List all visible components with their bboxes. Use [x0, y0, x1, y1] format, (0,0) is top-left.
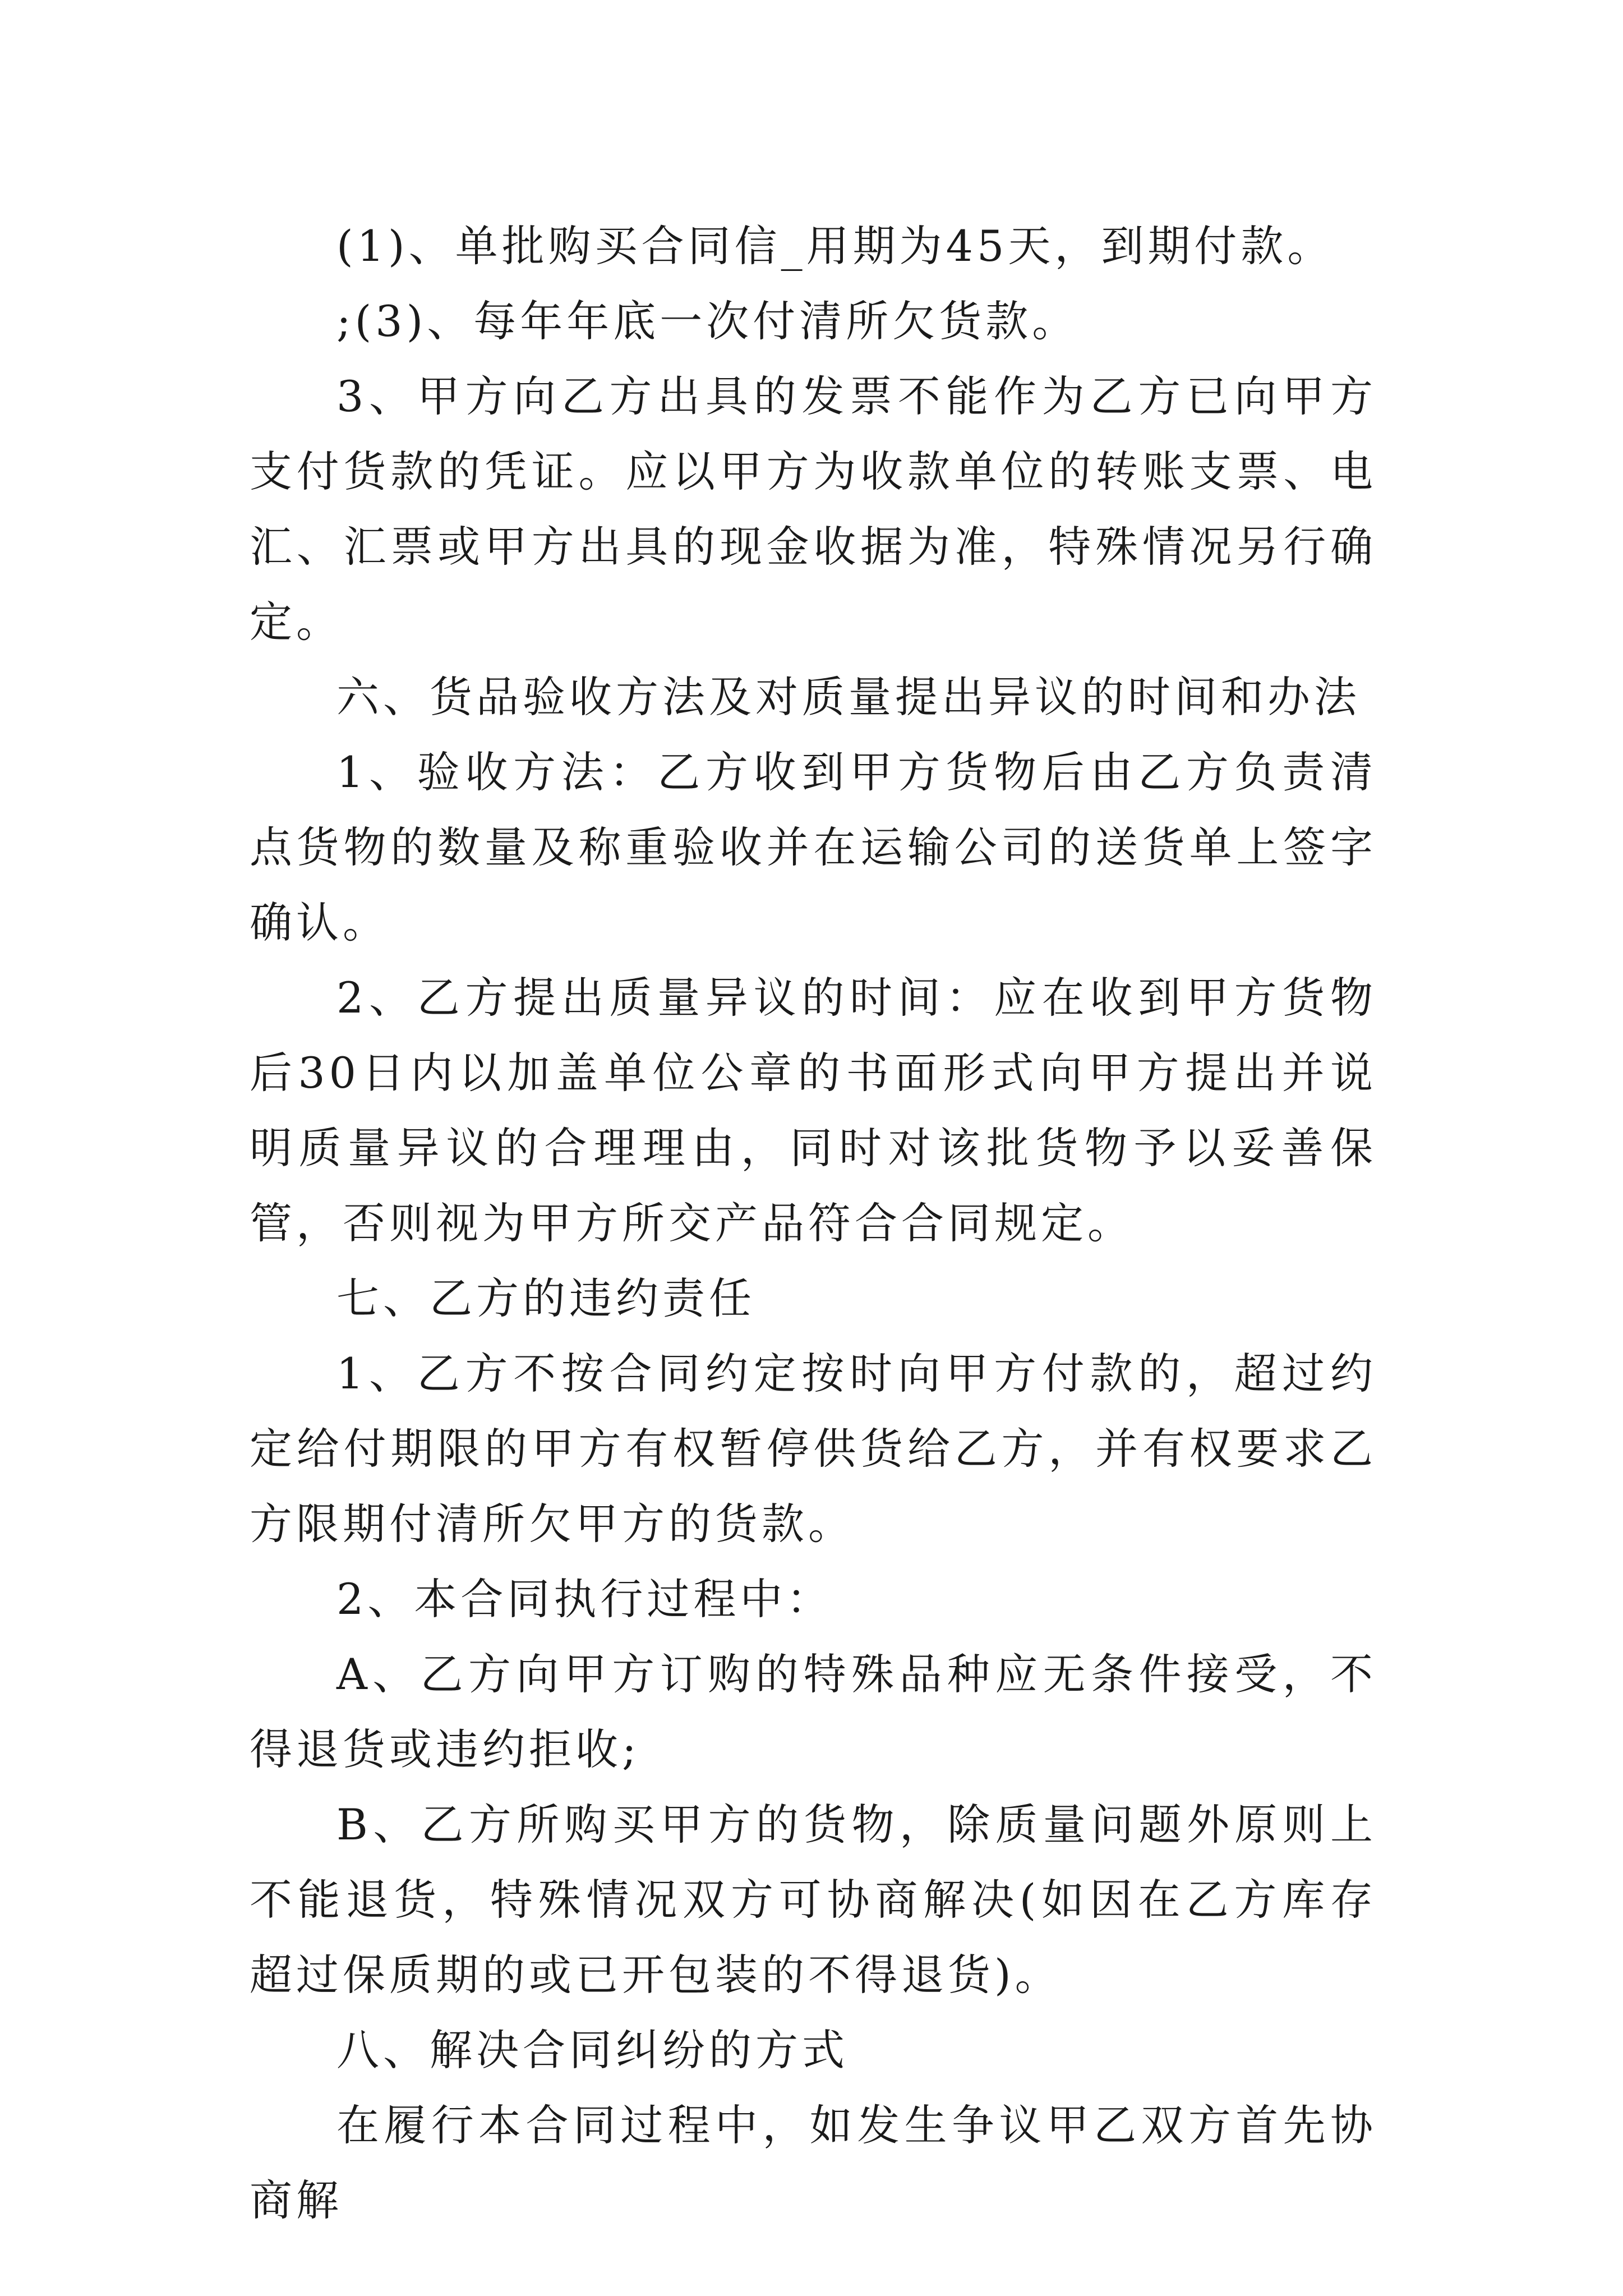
document-body	[250, 209, 1377, 2238]
paragraph-execution-process: 2、本合同执行过程中：	[336, 1574, 833, 1624]
paragraph-quality-objection: 2、乙方提出质量异议的时间：应在收到甲方货物后30日内以加盖单位公章的书面形式向甲方提出并说明质量异议的合理理由，同时对该批货物予以妥善保管，否则视为甲方所交产品符合合同规定。	[250, 973, 1377, 1248]
section-heading-liability: 七、乙方的违约责任	[336, 1273, 755, 1323]
paragraph-inspection-method: 1、验收方法：乙方收到甲方货物后由乙方负责清点货物的数量及称重验收并在运输公司的送货单上签字确认。	[250, 747, 1377, 947]
section-heading-inspection: 六、货品验收方法及对质量提出异议的时间和办法	[336, 672, 1361, 722]
paragraph-invoice-clause: 3、甲方向乙方出具的发票不能作为乙方已向甲方支付货款的凭证。应以甲方为收款单位的转账支票、电汇、汇票或甲方出具的现金收据为准，特殊情况另行确定。	[250, 371, 1377, 647]
paragraph-special-orders: A、乙方向甲方订购的特殊品种应无条件接受，不得退货或违约拒收;	[250, 1649, 1377, 1774]
section-heading-disputes: 八、解决合同纠纷的方式	[336, 2025, 849, 2075]
paragraph-payment-term: (1)、单批购买合同信_用期为45天，到期付款。	[336, 221, 1334, 271]
paragraph-dispute-resolution: 在履行本合同过程中，如发生争议甲乙双方首先协商解	[250, 2100, 1377, 2225]
paragraph-late-payment: 1、乙方不按合同约定按时向甲方付款的，超过约定给付期限的甲方有权暂停供货给乙方，并有权要求乙方限期付清所欠甲方的货款。	[250, 1349, 1377, 1549]
paragraph-year-end-payment: ;(3)、每年年底一次付清所欠货款。	[336, 296, 1079, 346]
paragraph-return-policy: B、乙方所购买甲方的货物，除质量问题外原则上不能退货，特殊情况双方可协商解决(如因在乙方库存超过保质期的或已开包装的不得退货)。	[250, 1800, 1377, 2000]
